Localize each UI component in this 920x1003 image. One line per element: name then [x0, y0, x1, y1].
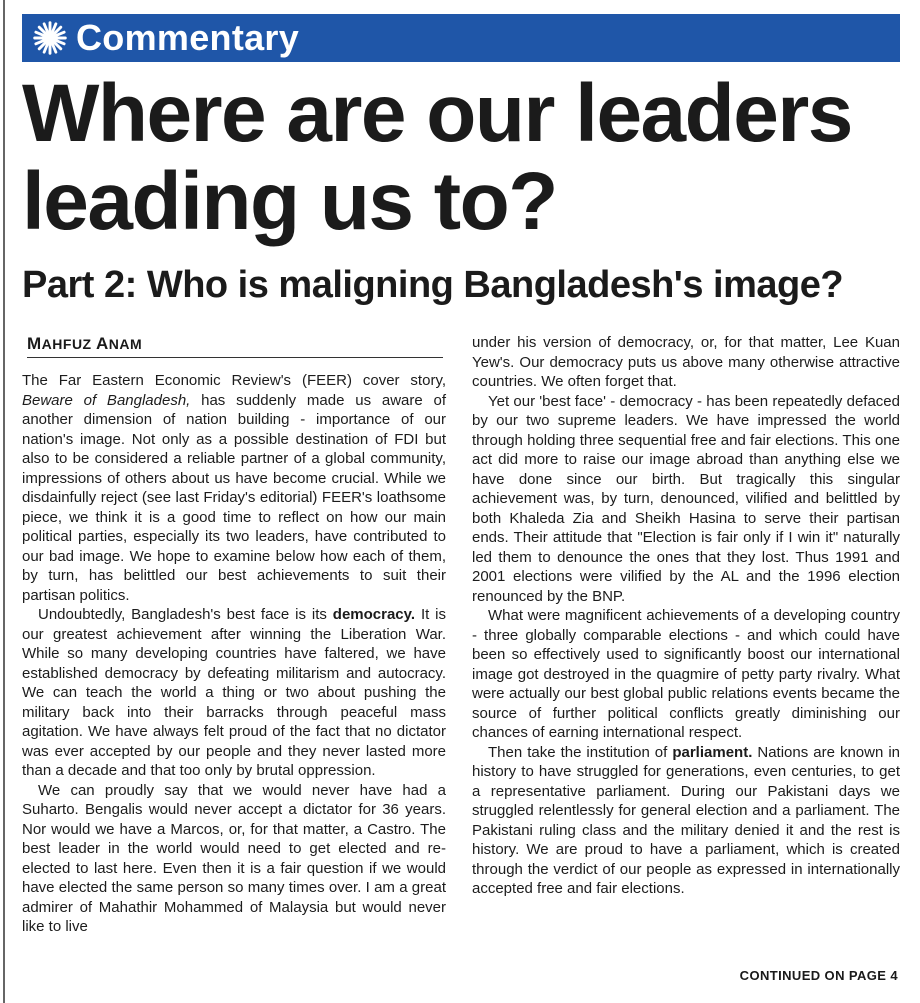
paragraph: Yet our 'best face' - democracy - has been repeatedly defaced by our two supreme leaders. We have impressed the world through holding three sequential free and fair elections. This one act did more to raise our image abroad than anything else we have done since our birth. But tragically this singular achievement was, by turn, denounced, vilified and belittled by both Khaleda Zia and Sheikh Hasina to serve their partisan ends. Their attitude that "Election is fair only if I win it" naturally led them to denounce the ones that they lost. Thus 1991 and 2001 elections were vilified by the AL and the 1996 election renounced by the BNP.: [472, 392, 900, 605]
story-title: Beware of Bangladesh,: [22, 391, 191, 409]
page-border: [3, 0, 5, 1003]
article-column-left: [22, 371, 446, 937]
paragraph-text: Then take the institution of: [488, 743, 673, 761]
byline-name-rest: NAM: [108, 336, 143, 352]
paragraph: under his version of democracy, or, for that matter, Lee Kuan Yew's. Our democracy puts us above many otherwise attractive countries. We often forget that.: [472, 334, 900, 390]
byline-initial: A: [96, 334, 109, 353]
paragraph-text: has suddenly made us aware of another dimension of nation building - importance of our nation's image. Not only as a possible destination of FDI but also to be considered a reliable partner of a global community, impressions of others about us have become crucial. While we disdainfully reject (see last Friday's editorial) FEER's loathsome piece, we think it is a good time to reflect on how our main political parties, especially its two leaders, have contributed to our bad image. We hope to examine below how each of them, by turn, has belittled our best achievements to suit their partisan politics.: [22, 391, 446, 604]
section-banner: [22, 14, 900, 62]
byline-name-rest: AHFUZ: [41, 336, 92, 352]
paragraph: What were magnificent achievements of a developing country - three globally comparable elections - and which could have been so effectively used to significantly boost our international image got destroyed in the quagmire of petty party rivalry. What were actually our best global public relations events became the source of further political conflicts greatly diminishing our chances of earning international respect.: [472, 607, 900, 741]
paragraph: [22, 371, 446, 605]
paragraph: [22, 605, 446, 781]
headline: Where are our leaders leading us to?: [22, 68, 852, 247]
paragraph-text: Undoubtedly, Bangladesh's best face is its: [38, 606, 333, 623]
paragraph-text: The Far Eastern Economic Review's (FEER) cover story,: [22, 372, 446, 389]
byline-divider: [27, 357, 443, 358]
keyword: democracy.: [332, 606, 416, 623]
continued-notice: CONTINUED ON PAGE 4: [739, 968, 898, 983]
section-label: Commentary: [76, 17, 300, 58]
paragraph: We can proudly say that we would never have had a Suharto. Bengalis would never accept a dictator for 36 years. Nor would we have a Marcos, or, for that matter, a Castro. The best leader in the world would need to get elected and re-elected to last here. Even then it is a fair question if we would have elected the same person so many times over. I am a great admirer of Mahathir Mohammed of Malaysia but would never like to live: [22, 781, 446, 935]
keyword: parliament.: [672, 743, 753, 761]
byline: [27, 334, 442, 354]
byline-initial: M: [27, 334, 42, 353]
starburst-icon: [32, 20, 68, 56]
paragraph-text: It is our greatest achievement after winning the Liberation War. While so many developing countries have faltered, we have established democracy by defeating militarism and autocracy. We can teach the world a thing or two about pushing the military back into their barracks through peaceful mass agitation. We have always felt proud of the fact that no dictator was ever accepted by our people and they never lasted more than a decade and that too only by brutal oppression.: [22, 606, 446, 779]
paragraph: [472, 743, 900, 899]
paragraph-text: Nations are known in history to have struggled for generations, even centuries, to get a representative parliament. During our Pakistani days we struggled relentlessly for general election and a parliament. The Pakistani ruling class and the military denied it and the rest is history. We are proud to have a parliament, which is created through the verdict of our people as expressed in internationally accepted free and fair elections.: [472, 743, 900, 897]
subheadline: Part 2: Who is maligning Bangladesh's image?: [22, 264, 844, 306]
article-column-right: [472, 333, 900, 899]
